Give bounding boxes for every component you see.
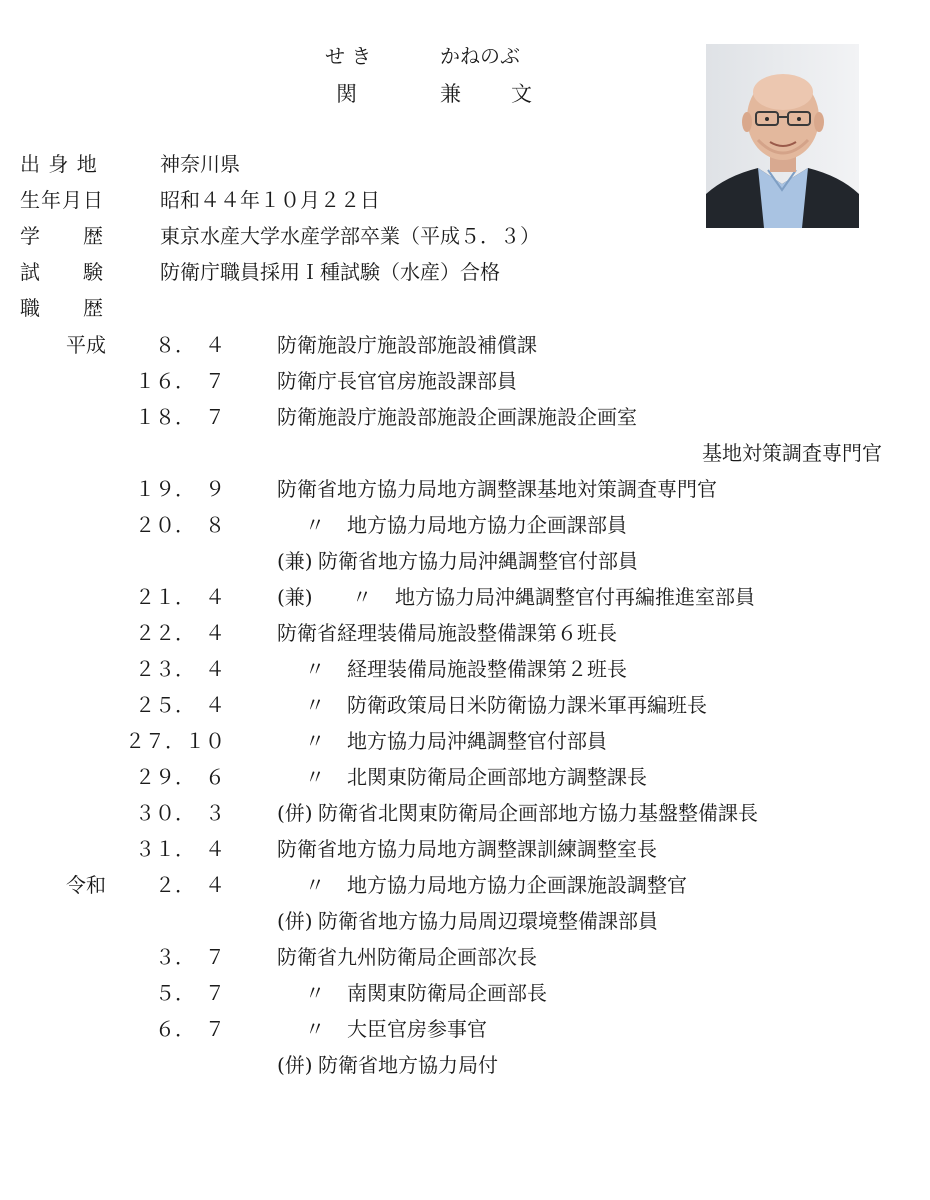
career-date: ２３． ４: [135, 657, 225, 681]
career-post-continued: 基地対策調査専門官: [702, 441, 882, 465]
career-date: ３１． ４: [135, 837, 225, 861]
career-date: ３０． ３: [135, 801, 225, 825]
career-post: 防衛省地方協力局地方調整課訓練調整室長: [277, 837, 657, 861]
career-post: 防衛施設庁施設部施設補償課: [277, 333, 537, 357]
name-reading-surname: せ き: [325, 44, 372, 68]
career-date: ２７．１０: [125, 729, 225, 753]
career-date: １８． ７: [135, 405, 225, 429]
birthdate-label: 生年月日: [20, 188, 104, 212]
ditto-mark: 〃: [305, 765, 325, 789]
career-post: 地方協力局沖縄調整官付再編推進室部員: [395, 585, 755, 609]
concurrent-prefix: (兼): [277, 549, 313, 573]
career-date: １６． ７: [135, 369, 225, 393]
birthplace-label: 出 身 地: [20, 152, 98, 176]
era-reiwa: 令和: [66, 873, 106, 897]
additional-prefix: (併): [277, 1053, 313, 1077]
career-post: 大臣官房参事官: [347, 1017, 487, 1041]
career-post: 防衛省経理装備局施設整備課第６班長: [277, 621, 617, 645]
career-date: ３． ７: [155, 945, 225, 969]
ditto-mark: 〃: [305, 657, 325, 681]
name-kanji-given-2: 文: [511, 82, 532, 106]
birthdate-value: 昭和４４年１０月２２日: [160, 188, 380, 212]
name-kanji-given-1: 兼: [440, 82, 461, 106]
career-date: ２． ４: [155, 873, 225, 897]
career-label: 職 歴: [20, 296, 104, 320]
career-date: ６． ７: [155, 1017, 225, 1041]
exam-value: 防衛庁職員採用Ｉ種試験（水産）合格: [160, 260, 500, 284]
career-post: 防衛省九州防衛局企画部次長: [277, 945, 537, 969]
ditto-mark: 〃: [305, 729, 325, 753]
career-post: 地方協力局地方協力企画課施設調整官: [347, 873, 687, 897]
career-date: ２９． ６: [135, 765, 225, 789]
career-post: 地方協力局地方協力企画課部員: [347, 513, 627, 537]
career-post: 防衛政策局日米防衛協力課米軍再編班長: [347, 693, 707, 717]
career-date: ２１． ４: [135, 585, 225, 609]
career-post: 地方協力局沖縄調整官付部員: [347, 729, 607, 753]
additional-prefix: (併): [277, 801, 313, 825]
concurrent-prefix: (兼): [277, 585, 313, 609]
career-date: ８． ４: [155, 333, 225, 357]
career-post: 防衛省地方協力局沖縄調整官付部員: [318, 549, 638, 573]
career-post: 経理装備局施設整備課第２班長: [347, 657, 627, 681]
additional-prefix: (併): [277, 909, 313, 933]
ditto-mark: 〃: [305, 693, 325, 717]
career-post: 防衛省地方協力局地方調整課基地対策調査専門官: [277, 477, 717, 501]
portrait-photo: [706, 44, 859, 228]
career-post: 防衛省北関東防衛局企画部地方協力基盤整備課長: [318, 801, 758, 825]
ditto-mark: 〃: [305, 1017, 325, 1041]
name-kanji-surname: 関: [336, 82, 357, 106]
career-post: 防衛省地方協力局周辺環境整備課部員: [318, 909, 658, 933]
career-post: 北関東防衛局企画部地方調整課長: [347, 765, 647, 789]
career-date: ５． ７: [155, 981, 225, 1005]
education-value: 東京水産大学水産学部卒業（平成５．３）: [160, 224, 540, 248]
career-date: ２５． ４: [135, 693, 225, 717]
career-post: 防衛施設庁施設部施設企画課施設企画室: [277, 405, 637, 429]
portrait-icon: [706, 44, 859, 228]
ditto-mark: 〃: [305, 873, 325, 897]
era-heisei: 平成: [66, 333, 106, 357]
career-date: １９． ９: [135, 477, 225, 501]
name-reading-given: かねのぶ: [440, 44, 520, 68]
career-post: 南関東防衛局企画部長: [347, 981, 547, 1005]
exam-label: 試 験: [20, 260, 104, 284]
ditto-mark: 〃: [352, 585, 372, 609]
birthplace-value: 神奈川県: [160, 152, 240, 176]
education-label: 学 歴: [20, 224, 104, 248]
ditto-mark: 〃: [305, 513, 325, 537]
ditto-mark: 〃: [305, 981, 325, 1005]
career-date: ２０． ８: [135, 513, 225, 537]
career-post: 防衛省地方協力局付: [318, 1053, 498, 1077]
career-post: 防衛庁長官官房施設課部員: [277, 369, 517, 393]
career-date: ２２． ４: [135, 621, 225, 645]
